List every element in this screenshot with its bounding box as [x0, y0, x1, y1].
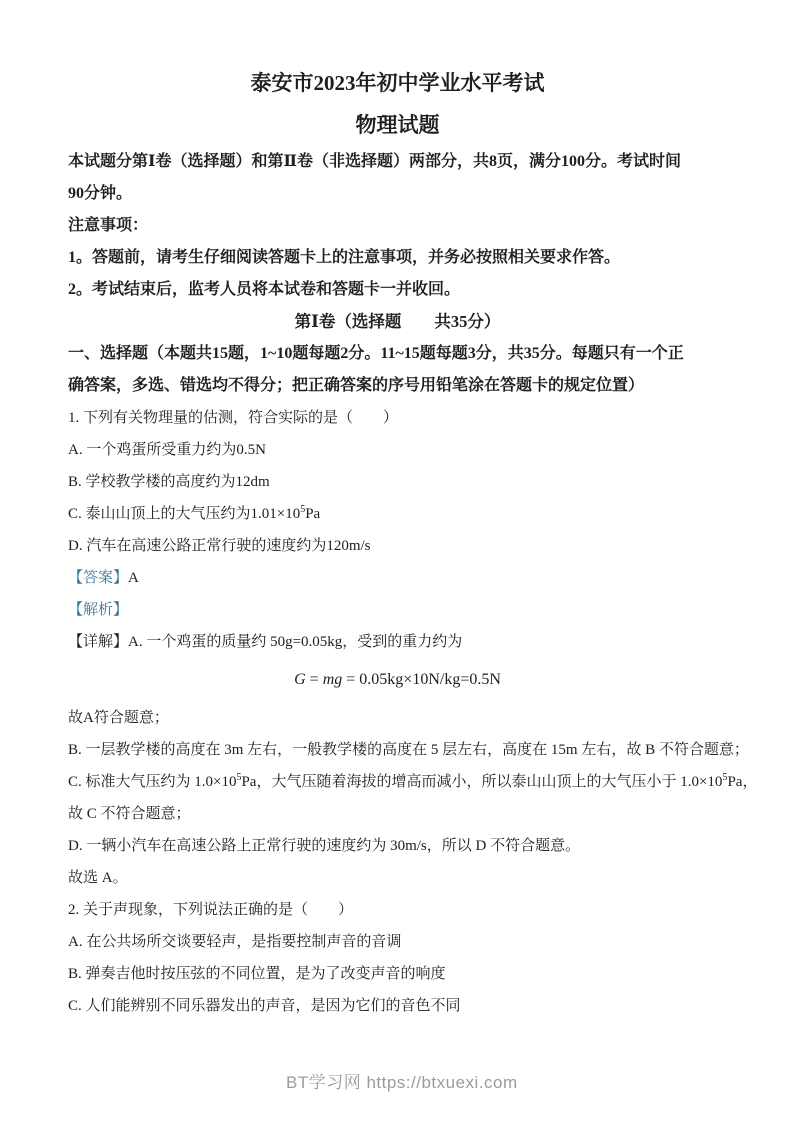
- note-2: [68, 274, 727, 306]
- question-1-answer: [68, 562, 727, 594]
- text-segment: 故选 A。: [68, 870, 128, 886]
- question-2-option-b: [68, 958, 727, 990]
- text-segment: Pa，: [727, 774, 758, 790]
- text-segment: 一、选择题（本题共15题，1~10题每题2分。11~15题每题3分，共35分。每题只有一个正: [68, 345, 684, 362]
- text-segment: 2. 关于声现象，下列说法正确的是（ ）: [68, 902, 354, 918]
- text-segment: A: [128, 570, 139, 586]
- section-1-instructions-line-2: [68, 370, 727, 402]
- text-segment: 5: [236, 772, 242, 783]
- text-segment: C. 标准大气压约为 1.0×10: [68, 774, 237, 790]
- text-segment: D. 汽车在高速公路正常行驶的速度约为120m/s: [68, 538, 371, 554]
- text-segment: 故 C 不符合题意；: [68, 806, 191, 822]
- text-segment: 物理试题: [355, 113, 440, 137]
- question-1-final-answer: [68, 862, 727, 894]
- question-1-explanation-a-conclusion: [68, 702, 727, 734]
- exam-intro-line-1: [68, 146, 727, 178]
- question-1-option-a: [68, 434, 727, 466]
- question-1-option-c: [68, 498, 727, 530]
- text-segment: 90分钟。: [68, 185, 133, 202]
- question-1-explanation-c-line-1: [68, 766, 758, 798]
- exam-subtitle: [68, 104, 727, 146]
- question-2-option-a: [68, 926, 727, 958]
- text-segment: C. 泰山山顶上的大气压约为1.01×10: [68, 506, 301, 522]
- question-1-explanation-c-line-2: [68, 798, 727, 830]
- text-segment: C. 人们能辨别不同乐器发出的声音，是因为它们的音色不同: [68, 998, 461, 1014]
- text-segment: 1. 下列有关物理量的估测，符合实际的是（ ）: [68, 410, 399, 426]
- text-segment: B. 一层教学楼的高度在 3m 左右，一般教学楼的高度在 5 层左右，高度在 15m 左右，故 B 不符合题意；: [68, 742, 749, 758]
- text-segment: 5: [300, 504, 306, 515]
- document-body: [68, 62, 758, 1022]
- text-segment: =: [305, 671, 323, 688]
- text-segment: 【详解】A. 一个鸡蛋的质量约 50g=0.05kg，受到的重力约为: [68, 634, 463, 650]
- text-segment: 【解析】: [68, 602, 129, 618]
- text-segment: D. 一辆小汽车在高速公路上正常行驶的速度约为 30m/s，所以 D 不符合题意。: [68, 838, 581, 854]
- exam-title: [68, 62, 727, 104]
- text-segment: 故A符合题意；: [68, 710, 169, 726]
- text-segment: 确答案，多选、错选均不得分；把正确答案的序号用铅笔涂在答题卡的规定位置）: [68, 377, 645, 394]
- question-1-explanation-b: [68, 734, 749, 766]
- question-1-option-d: [68, 530, 727, 562]
- exam-intro-line-2: [68, 178, 727, 210]
- question-2-stem: [68, 894, 727, 926]
- text-segment: 1。答题前，请考生仔细阅读答题卡上的注意事项，并务必按照相关要求作答。: [68, 249, 621, 266]
- question-1-explanation-a: [68, 626, 727, 658]
- part-1-heading: [68, 306, 727, 338]
- question-2-option-c: [68, 990, 727, 1022]
- notes-heading: [68, 210, 727, 242]
- note-1: [68, 242, 727, 274]
- text-segment: 注意事项：: [68, 217, 149, 234]
- text-segment: 第Ⅰ卷（选择题 共35分）: [294, 312, 501, 331]
- text-segment: B. 弹奏吉他时按压弦的不同位置，是为了改变声音的响度: [68, 966, 446, 982]
- question-1-option-b: [68, 466, 727, 498]
- text-segment: Pa: [305, 506, 321, 522]
- text-segment: 泰安市2023年初中学业水平考试: [250, 71, 545, 95]
- text-segment: = 0.05kg×10N/kg=0.5N: [342, 671, 501, 688]
- text-segment: Pa，大气压随着海拔的增高而减小，所以泰山山顶上的大气压小于 1.0×10: [241, 774, 723, 790]
- question-1-formula: [68, 664, 727, 696]
- text-segment: 本试题分第Ⅰ卷（选择题）和第Ⅱ卷（非选择题）两部分，共8页，满分100分。考试时间: [68, 153, 681, 170]
- text-segment: B. 学校教学楼的高度约为12dm: [68, 474, 270, 490]
- watermark: BT学习网 https://btxuexi.com: [286, 1073, 518, 1092]
- text-segment: A. 一个鸡蛋所受重力约为0.5N: [68, 442, 266, 458]
- question-1-stem: [68, 402, 727, 434]
- question-1-explanation-d: [68, 830, 727, 862]
- text-segment: A. 在公共场所交谈要轻声，是指要控制声音的音调: [68, 934, 402, 950]
- question-1-analysis-label: [68, 594, 727, 626]
- section-1-instructions-line-1: [68, 338, 727, 370]
- text-segment: 【答案】: [68, 570, 129, 586]
- text-segment: mg: [322, 671, 343, 688]
- text-segment: 5: [722, 772, 728, 783]
- text-segment: 2。考试结束后，监考人员将本试卷和答题卡一并收回。: [68, 281, 461, 298]
- text-segment: G: [294, 671, 306, 688]
